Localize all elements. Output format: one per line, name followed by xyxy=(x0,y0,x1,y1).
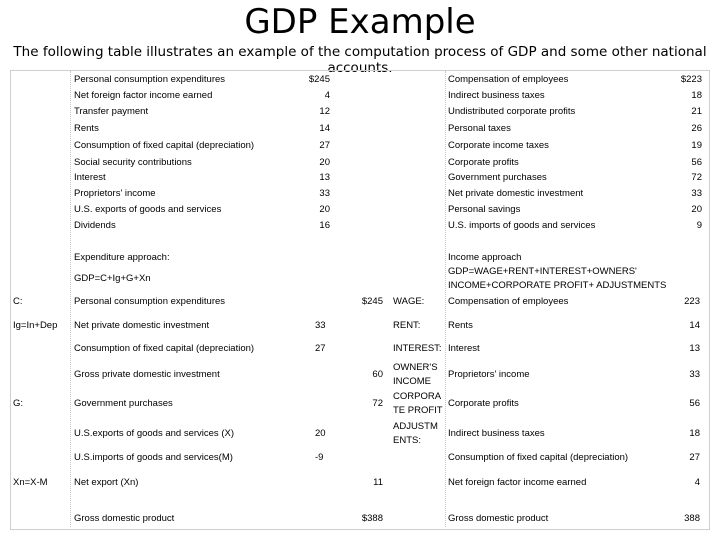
table-row-label: Dividends xyxy=(74,220,116,231)
rent-value: 14 xyxy=(689,320,700,331)
c-label: Personal consumption expenditures xyxy=(74,296,226,307)
dep-value: 27 xyxy=(315,343,326,354)
interest-value: 13 xyxy=(689,343,700,354)
table-row-value: 20 xyxy=(319,157,330,168)
column-rule xyxy=(70,71,71,527)
interest-label: Interest xyxy=(448,343,480,354)
x-value: 20 xyxy=(315,428,326,439)
expenditure-formula: GDP=C+Ig+G+Xn xyxy=(74,273,151,284)
table-row-value: $223 xyxy=(680,74,702,85)
m-value: -9 xyxy=(315,452,324,463)
table-row-label: Personal taxes xyxy=(448,123,511,134)
income-approach-heading: Income approach xyxy=(448,252,522,263)
code-c: C: xyxy=(13,296,23,307)
g-label: Government purchases xyxy=(74,398,173,409)
code-owners: OWNER'S INCOME xyxy=(393,362,438,387)
page-subtitle: The following table illustrates an example of the computation process of GDP and some other national accounts. xyxy=(13,44,707,76)
owners-value: 33 xyxy=(689,369,700,380)
code-rent: RENT: xyxy=(393,320,421,331)
table-row-label: Net foreign factor income earned xyxy=(74,90,213,101)
table-row-value: 19 xyxy=(691,140,702,151)
adjustment-label: Net foreign factor income earned xyxy=(448,477,587,488)
ig-total: 60 xyxy=(372,369,383,380)
column-rule xyxy=(445,71,446,527)
in-value: 33 xyxy=(315,320,326,331)
table-row-label: Government purchases xyxy=(448,172,547,183)
table-row-value: 20 xyxy=(319,204,330,215)
table-row-value: 56 xyxy=(691,157,702,168)
code-wage: WAGE: xyxy=(393,296,425,307)
table-row-value: 26 xyxy=(691,123,702,134)
adjustment-value: 18 xyxy=(689,428,700,439)
table-row-value: $245 xyxy=(308,74,330,85)
table-row-label: Corporate income taxes xyxy=(448,140,549,151)
table-row-value: 4 xyxy=(324,90,330,101)
code-xn: Xn=X-M xyxy=(13,477,48,488)
table-row-value: 20 xyxy=(691,204,702,215)
table-row-label: U.S. imports of goods and services xyxy=(448,220,596,231)
xn-total: 11 xyxy=(373,477,383,488)
dep-label: Consumption of fixed capital (depreciation) xyxy=(74,343,255,354)
table-row-value: 9 xyxy=(696,220,702,231)
expenditure-approach-heading: Expenditure approach: xyxy=(74,252,170,263)
table-row-label: Personal consumption expenditures xyxy=(74,74,226,85)
c-total: $245 xyxy=(361,296,383,307)
table-row-label: Net private domestic investment xyxy=(448,188,584,199)
table-row-value: 33 xyxy=(319,188,330,199)
gdp-total: 388 xyxy=(684,513,700,524)
table-row-value: 33 xyxy=(691,188,702,199)
code-adjustments: ADJUSTM ENTS: xyxy=(393,421,438,446)
table-row-label: Corporate profits xyxy=(448,157,519,168)
m-label: U.S.imports of goods and services(M) xyxy=(74,452,233,463)
table-row-value: 14 xyxy=(319,123,330,134)
wage-label: Compensation of employees xyxy=(448,296,569,307)
gdp-total: $388 xyxy=(361,513,383,524)
wage-value: 223 xyxy=(684,296,700,307)
table-row-label: Personal savings xyxy=(448,204,521,215)
adjustment-value: 27 xyxy=(689,452,700,463)
table-row-label: Undistributed corporate profits xyxy=(448,106,576,117)
table-row-value: 27 xyxy=(319,140,330,151)
table-row-label: Interest xyxy=(74,172,106,183)
corporate-label: Corporate profits xyxy=(448,398,519,409)
ig-label: Gross private domestic investment xyxy=(74,369,220,380)
table-row-label: Proprietors' income xyxy=(74,188,156,199)
code-interest: INTEREST: xyxy=(393,343,442,354)
table-row-value: 12 xyxy=(319,106,330,117)
g-total: 72 xyxy=(372,398,383,409)
adjustment-value: 4 xyxy=(694,477,700,488)
gdp-label: Gross domestic product xyxy=(74,513,175,524)
owners-label: Proprietors' income xyxy=(448,369,530,380)
table-row-label: Rents xyxy=(74,123,99,134)
table-row-value: 18 xyxy=(691,90,702,101)
corporate-value: 56 xyxy=(689,398,700,409)
table-row-label: Indirect business taxes xyxy=(448,90,545,101)
income-formula: GDP=WAGE+RENT+INTEREST+OWNERS' INCOME+CORPORATE PROFIT+ ADJUSTMENTS xyxy=(448,266,667,291)
table-row-value: 21 xyxy=(691,106,702,117)
code-corporate: CORPORA TE PROFIT xyxy=(393,391,443,416)
code-g: G: xyxy=(13,398,24,409)
adjustment-label: Indirect business taxes xyxy=(448,428,545,439)
code-ig: Ig=In+Dep xyxy=(13,320,58,331)
adjustment-label: Consumption of fixed capital (depreciation) xyxy=(448,452,629,463)
x-label: U.S.exports of goods and services (X) xyxy=(74,428,234,439)
table-row-value: 72 xyxy=(691,172,702,183)
table-row-value: 16 xyxy=(319,220,330,231)
in-label: Net private domestic investment xyxy=(74,320,210,331)
table-row-label: Consumption of fixed capital (depreciation) xyxy=(74,140,255,151)
table-row-label: U.S. exports of goods and services xyxy=(74,204,222,215)
table-row-label: Compensation of employees xyxy=(448,74,569,85)
table-row-label: Transfer payment xyxy=(74,106,149,117)
table-row-value: 13 xyxy=(319,172,330,183)
xn-label: Net export (Xn) xyxy=(74,477,139,488)
rent-label: Rents xyxy=(448,320,473,331)
page-title: GDP Example xyxy=(244,2,476,42)
gdp-label: Gross domestic product xyxy=(448,513,549,524)
table-row-label: Social security contributions xyxy=(74,157,192,168)
